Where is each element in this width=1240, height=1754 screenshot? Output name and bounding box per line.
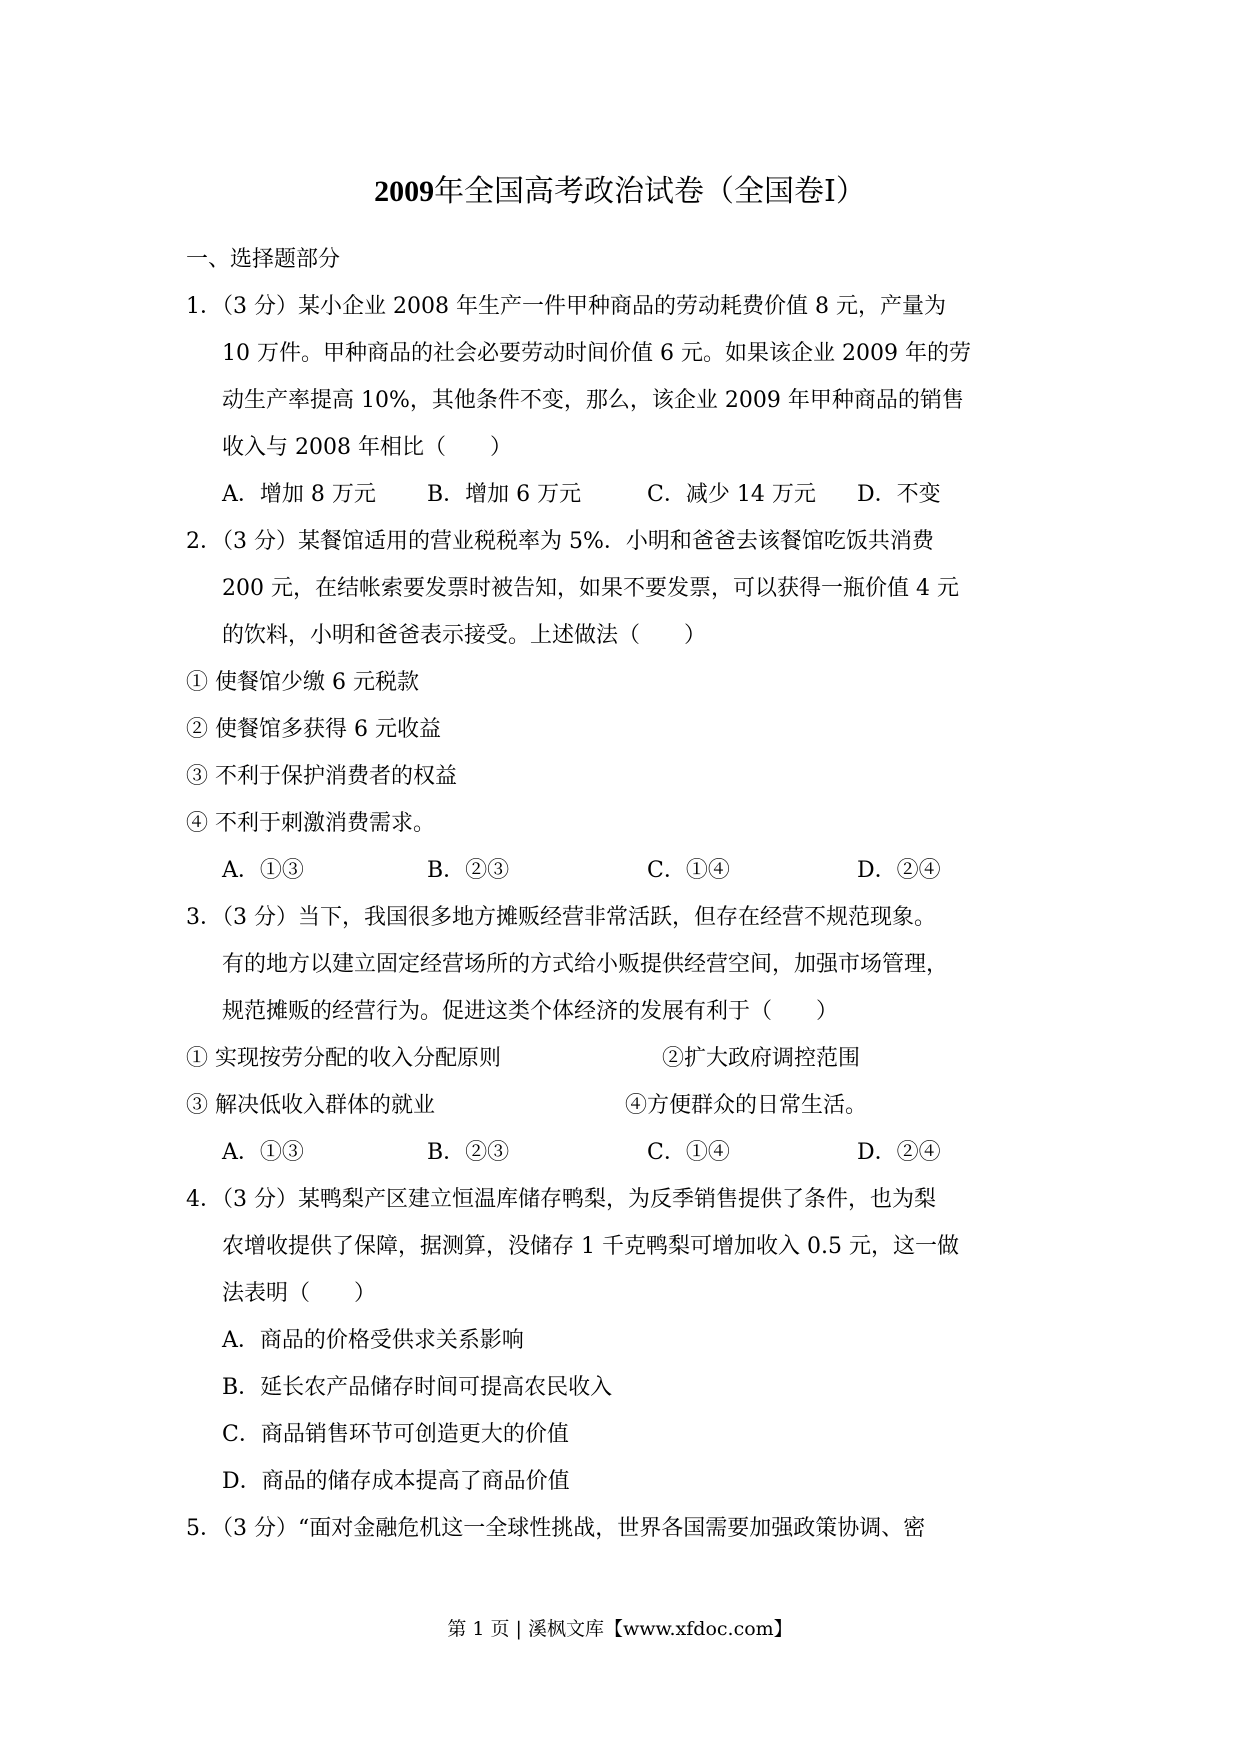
q3-statement-1: ① 实现按劳分配的收入分配原则 (186, 1046, 501, 1071)
q1-option-c[interactable]: C．减少 14 万元 (647, 482, 816, 507)
q2-statement-3: ③ 不利于保护消费者的权益 (186, 764, 457, 789)
q4-option-d[interactable]: D．商品的储存成本提高了商品价值 (222, 1469, 570, 1494)
q1-option-b[interactable]: B．增加 6 万元 (427, 482, 582, 507)
page-title (0, 172, 1240, 212)
q2-option-a[interactable]: A．①③ (222, 858, 304, 883)
q2-statement-2: ② 使餐馆多获得 6 元收益 (186, 717, 441, 742)
page-footer: 第 1 页 | 溪枫文库【www.xfdoc.com】 (447, 1618, 793, 1640)
q2-option-c[interactable]: C．①④ (647, 858, 730, 883)
q3-option-a[interactable]: A．①③ (222, 1140, 304, 1165)
section-heading: 一、选择题部分 (186, 247, 341, 272)
q1-option-a[interactable]: A．增加 8 万元 (222, 482, 376, 507)
q2-option-d[interactable]: D．②④ (857, 858, 941, 883)
q3-statement-3: ③ 解决低收入群体的就业 (186, 1093, 435, 1118)
q3-statement-4: ④方便群众的日常生活。 (625, 1093, 868, 1118)
q2-option-b[interactable]: B．②③ (427, 858, 510, 883)
q4-line-2: 农增收提供了保障，据测算，没储存 1 千克鸭梨可增加收入 0.5 元，这一做 (222, 1234, 959, 1259)
q2-statement-4: ④ 不利于刺激消费需求。 (186, 811, 435, 836)
q3-line-1: 3．（3 分）当下，我国很多地方摊贩经营非常活跃，但存在经营不规范现象。 (186, 905, 936, 930)
q4-option-c[interactable]: C．商品销售环节可创造更大的价值 (222, 1422, 569, 1447)
q3-line-2: 有的地方以建立固定经营场所的方式给小贩提供经营空间，加强市场管理， (222, 952, 949, 977)
q4-line-1: 4．（3 分）某鸭梨产区建立恒温库储存鸭梨，为反季销售提供了条件，也为梨 (186, 1187, 936, 1212)
q3-statement-2: ②扩大政府调控范围 (662, 1046, 861, 1071)
title-text: 年全国高考政治试卷（全国卷Ⅰ） (434, 174, 866, 209)
q2-line-3: 的饮料，小明和爸爸表示接受。上述做法（ ） (222, 623, 707, 648)
q2-statement-1: ① 使餐馆少缴 6 元税款 (186, 670, 419, 695)
q1-line-4: 收入与 2008 年相比（ ） (222, 435, 512, 460)
q1-option-d[interactable]: D．不变 (857, 482, 941, 507)
q2-line-2: 200 元，在结帐索要发票时被告知，如果不要发票，可以获得一瓶价值 4 元 (222, 576, 959, 601)
q4-line-3: 法表明（ ） (222, 1281, 377, 1306)
q4-option-a[interactable]: A．商品的价格受供求关系影响 (222, 1328, 524, 1353)
q3-option-b[interactable]: B．②③ (427, 1140, 510, 1165)
q3-line-3: 规范摊贩的经营行为。促进这类个体经济的发展有利于（ ） (222, 999, 839, 1024)
title-year: 2009 (374, 175, 435, 208)
q1-line-3: 动生产率提高 10%，其他条件不变，那么，该企业 2009 年甲种商品的销售 (222, 388, 964, 413)
q2-line-1: 2．（3 分）某餐馆适用的营业税税率为 5%．小明和爸爸去该餐馆吃饭共消费 (186, 529, 934, 554)
q3-option-d[interactable]: D．②④ (857, 1140, 941, 1165)
q4-option-b[interactable]: B．延长农产品储存时间可提高农民收入 (222, 1375, 613, 1400)
q1-line-2: 10 万件。甲种商品的社会必要劳动时间价值 6 元。如果该企业 2009 年的劳 (222, 341, 971, 366)
q5-line-1: 5．（3 分）“面对金融危机这一全球性挑战，世界各国需要加强政策协调、密 (186, 1516, 926, 1541)
q3-option-c[interactable]: C．①④ (647, 1140, 730, 1165)
q1-line-1: 1．（3 分）某小企业 2008 年生产一件甲种商品的劳动耗费价值 8 元，产量为 (186, 294, 946, 319)
